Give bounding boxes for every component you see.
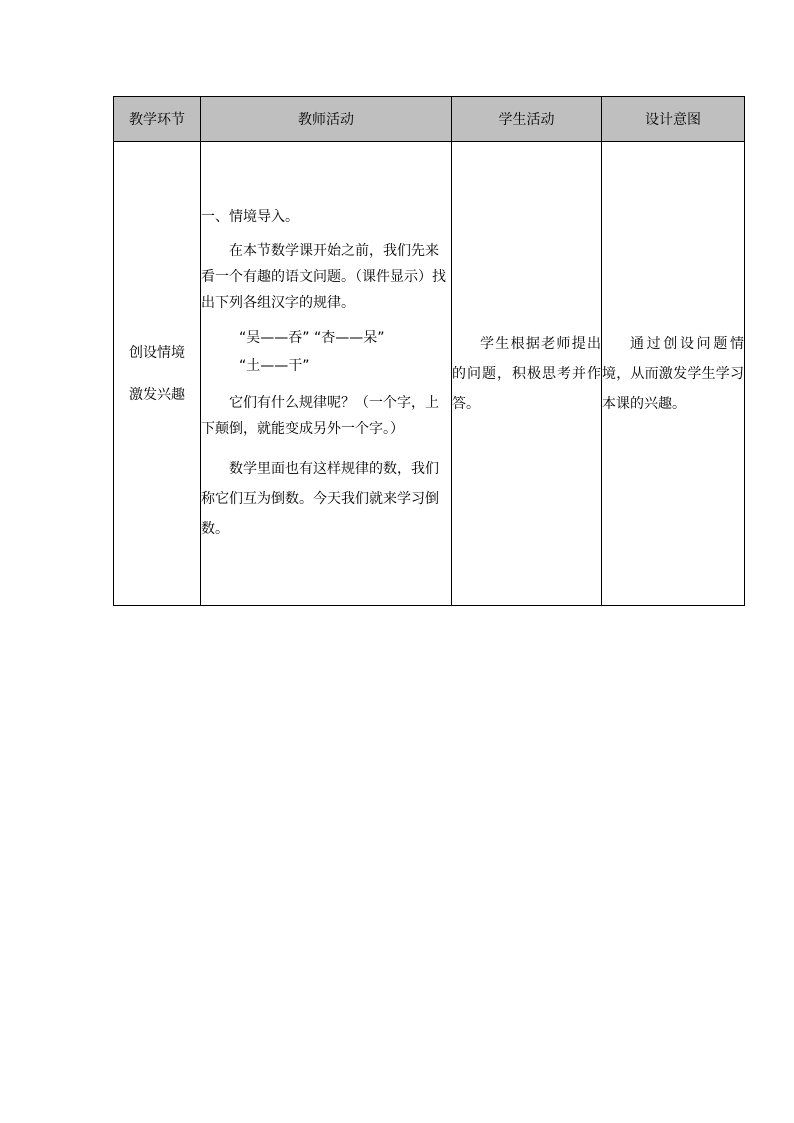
design-intent-cell	[602, 142, 745, 606]
character-pairs-line-1: “吴——吞” “杏——呆”	[239, 329, 385, 346]
character-pairs-line-2: “土——干”	[239, 357, 310, 374]
teacher-activity-cell	[201, 142, 452, 606]
header-student-activity: 学生活动	[452, 97, 602, 142]
stage-line-2: 激发兴趣	[129, 386, 185, 403]
design-intent-text: 通过创设问题情境，从而激发学生学习本课的兴趣。	[602, 335, 744, 412]
question-paragraph: 它们有什么规律呢？（一个字，上下颠倒，就能变成另外一个字。）	[201, 394, 439, 437]
stage-cell	[114, 142, 201, 606]
header-design-intent: 设计意图	[602, 97, 745, 142]
header-row	[114, 97, 745, 142]
student-activity-text: 学生根据老师提出的问题，积极思考并作答。	[452, 335, 601, 412]
student-activity-cell	[452, 142, 602, 606]
header-teaching-stage: 教学环节	[114, 97, 201, 142]
table-row	[114, 142, 745, 606]
intro-paragraph: 在本节数学课开始之前，我们先来看一个有趣的语文问题。（课件显示）找出下列各组汉字的规律。	[201, 242, 446, 311]
section-heading: 一、情境导入。	[201, 208, 299, 225]
closing-paragraph: 数学里面也有这样规律的数，我们称它们互为倒数。今天我们就来学习倒数。	[201, 460, 439, 537]
lesson-plan-table	[113, 96, 745, 606]
stage-line-1: 创设情境	[129, 344, 185, 361]
header-teacher-activity: 教师活动	[201, 97, 452, 142]
